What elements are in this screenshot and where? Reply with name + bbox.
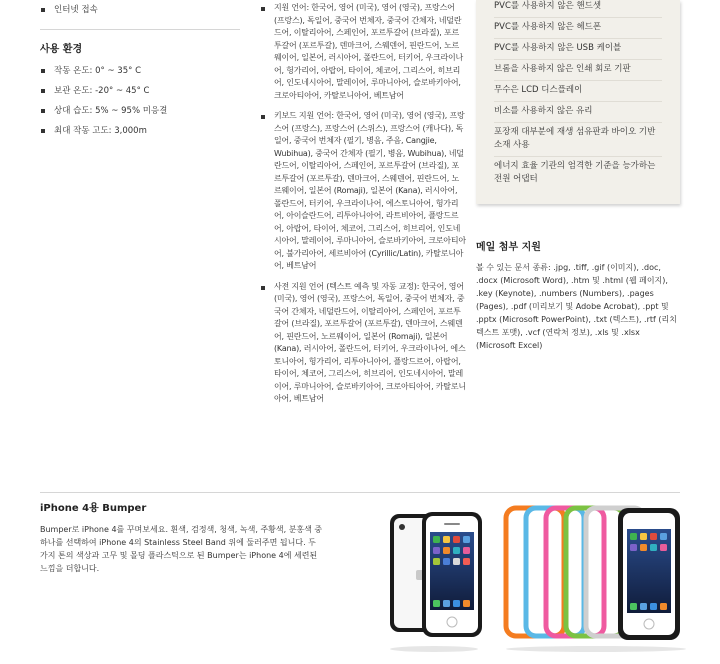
- list-item: 작동 온도: 0° ~ 35° C: [40, 61, 240, 81]
- env-row: PVC를 사용하지 않은 USB 케이블: [494, 39, 662, 60]
- env-row: 에너지 효율 기관의 엄격한 기준을 능가하는 전원 어댑터: [494, 161, 656, 184]
- list-item: 최대 작동 고도: 3,000m: [40, 121, 240, 141]
- list-item: 키보드 지원 언어: 한국어, 영어 (미국), 영어 (영국), 프랑스어 (프랑스), 프랑스어 (스위스), 프랑스어 (캐나다), 독일어, 중국어 번체자 (필기, 병음, 주음, Cangjie, Wubihua), 중국어 간체자 (필기, 병음, Wubihua), 네덜란드어, 이탈리아어, 스페인어, 포르투갈어 (브라질), 포르투갈어 (포르투갈), 덴마크어, 스웨덴어, 핀란드어, 노르웨이어, 일본어 (Romaji), 일본어 (Kana), 러시아어, 폴란드어, 터키어, 우크라이나어, 에스토니아어, 헝가리어, 아이슬란드어, 리투아니아어, 라트비아어, 플랑드르어, 아랍어, 타이어, 체코어, 그리스어, 히브리어, 인도네시아어, 말레이어, 루마니아어, 슬로바키아어, 크로아티아어, 불가리아어, 세르비아어 (Cyrillic/Latin), 카탈로니아어, 베트남어: [260, 110, 466, 273]
- list-item: 보관 온도: -20° ~ 45° C: [40, 81, 240, 101]
- env-row: 포장재 대부분에 재생 섬유판과 바이오 기반 소재 사용: [494, 123, 662, 157]
- middle-column: [260, 0, 466, 414]
- language-list: [260, 2, 466, 406]
- bumper-title: iPhone 4용 Bumper: [40, 503, 147, 514]
- env-list: [40, 61, 240, 141]
- env-row: PVC를 사용하지 않은 핸드셋: [494, 0, 662, 18]
- mail-body: 볼 수 있는 문서 종류: .jpg, .tiff, .gif (이미지), .doc, .docx (Microsoft Word), .htm 및 .html (웹 페이지), .key (Keynote), .numbers (Numbers), .pages (Pages), .pdf (미리보기 및 Adobe Acrobat), .ppt 및 .pptx (Microsoft PowerPoint), .txt (텍스트), .rtf (리치 텍스트 포맷), .vcf (연락처 정보), .xls 및 .xlsx (Microsoft Excel): [476, 263, 677, 350]
- divider: [40, 492, 680, 493]
- list-item: 상대 습도: 5% ~ 95% 미응결: [40, 101, 240, 121]
- mail-title: 메일 첨부 지원: [476, 242, 541, 253]
- bumper-description: Bumper로 iPhone 4를 꾸며보세요. 흰색, 검정색, 청색, 녹색, 주황색, 분홍색 중 하나를 선택하여 iPhone 4의 Stainless Steel Band 위에 둘러주면 됩니다. 두 가지 톤의 색상과 고무 및 몰딩 플라스틱으로 된 Bumper는 iPhone 4에 세련된 느낌을 더합니다.: [40, 525, 323, 573]
- shadow: [390, 646, 478, 652]
- shadow: [506, 646, 686, 652]
- right-column: [476, 0, 680, 352]
- left-column: [40, 0, 240, 141]
- list-item: 지원 언어: 한국어, 영어 (미국), 영어 (영국), 프랑스어 (프랑스), 독일어, 중국어 번체자, 중국어 간체자, 네덜란드어, 이탈리아어, 스페인어, 포르투갈어 (브라질), 포르투갈어 (포르투갈), 덴마크어, 스웨덴어, 핀란드어, 노르웨이어, 일본어, 러시아어, 폴란드어, 터키어, 우크라이나어, 헝가리어, 아랍어, 타이어, 체코어, 그리스어, 히브리어, 인도네시아어, 말레이어, 루마니아어, 슬로바키아어, 크로아티아어, 카탈로니아어, 베트남어: [260, 2, 466, 102]
- env-row: 브롬을 사용하지 않은 인쇄 회로 기판: [494, 60, 662, 81]
- env-title: 사용 환경: [40, 44, 83, 55]
- environment-box: [476, 0, 680, 204]
- env-row: PVC를 사용하지 않은 헤드폰: [494, 18, 662, 39]
- color-bumpers: [506, 508, 680, 640]
- top-list: [40, 0, 240, 20]
- bumper-product-image: [386, 502, 686, 652]
- env-row: 무수은 LCD 디스플레이: [494, 81, 662, 102]
- list-item: 인터넷 접속: [40, 0, 240, 20]
- bumper-illustration: [386, 502, 686, 652]
- env-row: 비소를 사용하지 않은 유리: [494, 102, 662, 123]
- list-item: 사전 지원 언어 (텍스트 예측 및 자동 교정): 한국어, 영어 (미국), 영어 (영국), 프랑스어, 독일어, 중국어 번체자, 중국어 간체자, 네덜란드어, 이탈리아어, 스페인어, 포르투갈어 (브라질), 포르투갈어 (포르투갈), 덴마크어, 스웨덴어, 핀란드어, 노르웨이어, 일본어 (Romaji), 일본어 (Kana), 러시아어, 폴란드어, 터키어, 우크라이나어, 에스토니아어, 헝가리어, 리투아니아어, 플랑드르어, 아랍어, 타이어, 체코어, 그리스어, 히브리어, 인도네시아어, 말레이어, 루마니아어, 슬로바키아어, 크로아티아어, 카탈로니아어, 베트남어: [260, 281, 466, 406]
- divider: [40, 29, 240, 30]
- phone-front: [422, 512, 482, 637]
